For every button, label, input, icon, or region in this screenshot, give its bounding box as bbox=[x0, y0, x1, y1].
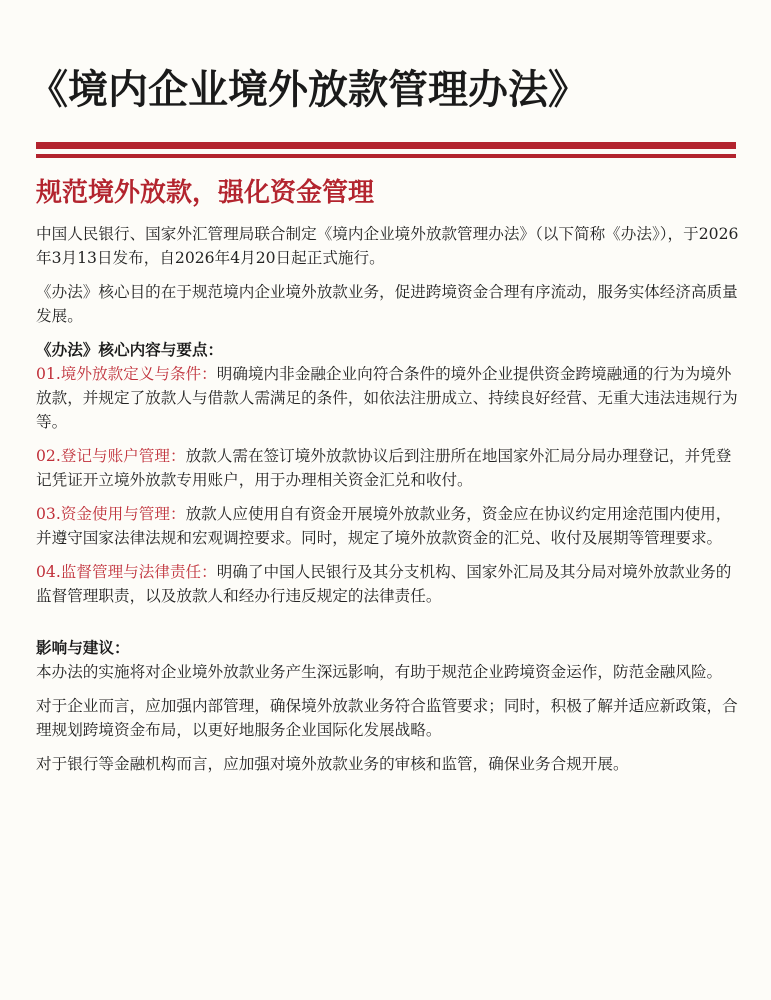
key-point-text: 明确境内非金融企业向符合条件的境外企业提供资金跨境融通的行为为境外放款，并规定了放款人与借款人需满足的条件，如依法注册成立、持续良好经营、无重大违法违规行为等。 bbox=[36, 365, 738, 431]
key-point-text: 放款人需在签订境外放款协议后到注册所在地国家外汇局分局办理登记，并凭登记凭证开立境外放款专用账户，用于办理相关资金汇兑和收付。 bbox=[36, 447, 732, 489]
article-body bbox=[36, 222, 739, 786]
impact-paragraph-1: 本办法的实施将对企业境外放款业务产生深远影响，有助于规范企业跨境资金运作，防范金融风险。 bbox=[36, 663, 723, 681]
page-title: 《境内企业境外放款管理办法》 bbox=[28, 66, 588, 113]
core-content-heading: 《办法》核心内容与要点： bbox=[36, 340, 224, 359]
section-subtitle: 规范境外放款，强化资金管理 bbox=[36, 178, 375, 208]
key-point-4 bbox=[36, 560, 739, 608]
key-point-3 bbox=[36, 502, 739, 550]
key-point-text: 明确了中国人民银行及其分支机构、国家外汇局及其分局对境外放款业务的监督管理职责，以及放款人和经办行违反规定的法律责任。 bbox=[36, 563, 732, 605]
title-divider-thin bbox=[36, 154, 736, 158]
key-point-text: 放款人应使用自有资金开展境外放款业务，资金应在协议约定用途范围内使用，并遵守国家法律法规和宏观调控要求。同时，规定了境外放款资金的汇兑、收付及展期等管理要求。 bbox=[36, 505, 732, 547]
key-point-label: 03.资金使用与管理： bbox=[36, 505, 186, 523]
intro-paragraph-2: 《办法》核心目的在于规范境内企业境外放款业务，促进跨境资金合理有序流动，服务实体经济高质量发展。 bbox=[36, 283, 738, 325]
impact-heading: 影响与建议： bbox=[36, 638, 130, 657]
key-point-label: 04.监督管理与法律责任： bbox=[36, 563, 217, 581]
key-point-1 bbox=[36, 362, 739, 434]
key-point-label: 02.登记与账户管理： bbox=[36, 447, 186, 465]
impact-paragraph-2: 对于企业而言，应加强内部管理，确保境外放款业务符合监管要求；同时，积极了解并适应新政策，合理规划跨境资金布局，以更好地服务企业国际化发展战略。 bbox=[36, 697, 738, 739]
impact-paragraph-3: 对于银行等金融机构而言，应加强对境外放款业务的审核和监管，确保业务合规开展。 bbox=[36, 755, 629, 773]
key-point-label: 01.境外放款定义与条件： bbox=[36, 365, 217, 383]
section-gap bbox=[36, 618, 739, 636]
intro-paragraph-1: 中国人民银行、国家外汇管理局联合制定《境内企业境外放款管理办法》（以下简称《办法》），于2026年3月13日发布，自2026年4月20日起正式施行。 bbox=[36, 225, 739, 267]
title-divider-thick bbox=[36, 142, 736, 149]
key-point-2 bbox=[36, 444, 739, 492]
